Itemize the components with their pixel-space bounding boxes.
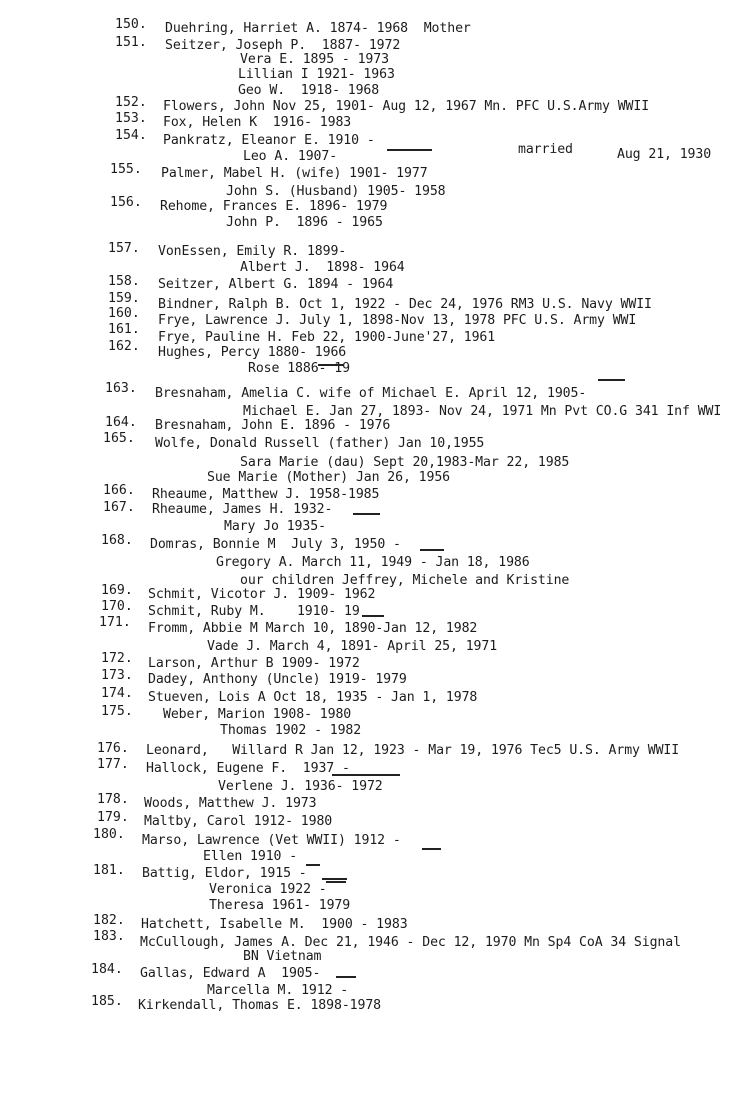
entry-line: Rheaume, James H. 1932- <box>152 502 333 517</box>
entry-number: 152. <box>115 95 147 110</box>
entry-number: 173. <box>101 668 133 683</box>
entry-number: 175. <box>101 704 133 719</box>
entry-number: 177. <box>97 757 129 772</box>
entry-number: 172. <box>101 651 133 666</box>
entry-line: Theresa 1961- 1979 <box>209 898 351 913</box>
entry-line: Hughes, Percy 1880- 1966 <box>158 345 347 360</box>
entry-line: Albert J. 1898- 1964 <box>240 260 405 275</box>
entry-line: Flowers, John Nov 25, 1901- Aug 12, 1967 Mn. PFC U.S.Army WWII <box>163 99 650 114</box>
entry-line: Mary Jo 1935- <box>224 519 326 534</box>
entry-line: Fromm, Abbie M March 10, 1890-Jan 12, 1982 <box>148 621 478 636</box>
entry-line: Leo A. 1907- <box>243 149 338 164</box>
entry-number: 151. <box>115 35 147 50</box>
entry-line: Schmit, Ruby M. 1910- 19 <box>148 604 360 619</box>
entry-line: John S. (Husband) 1905- 1958 <box>226 184 446 199</box>
entry-line: Fox, Helen K 1916- 1983 <box>163 115 352 130</box>
entry-number: 156. <box>110 195 142 210</box>
entry-number: 171. <box>99 615 131 630</box>
entry-number: 167. <box>103 500 135 515</box>
entry-line: Wolfe, Donald Russell (father) Jan 10,1955 <box>155 436 485 451</box>
entry-number: 180. <box>93 827 125 842</box>
entry-line: Lillian I 1921- 1963 <box>238 67 395 82</box>
entry-line: Geo W. 1918- 1968 <box>238 83 380 98</box>
entry-line: Gallas, Edward A 1905- <box>140 966 321 981</box>
married-label: married <box>518 142 573 157</box>
entry-line: Battig, Eldor, 1915 - <box>142 866 307 881</box>
entry-number: 179. <box>97 810 129 825</box>
entry-line: Leonard, Willard R Jan 12, 1923 - Mar 19, 1976 Tec5 U.S. Army WWII <box>146 743 680 758</box>
entry-number: 150. <box>115 17 147 32</box>
entry-line: Bresnaham, John E. 1896 - 1976 <box>155 418 391 433</box>
entry-line: Frye, Pauline H. Feb 22, 1900-June'27, 1961 <box>158 330 496 345</box>
entry-number: 157. <box>108 241 140 256</box>
entry-line: VonEssen, Emily R. 1899- <box>158 244 347 259</box>
entry-number: 168. <box>101 533 133 548</box>
entry-number: 158. <box>108 274 140 289</box>
entry-line: Vera E. 1895 - 1973 <box>240 52 389 67</box>
entry-number: 164. <box>105 415 137 430</box>
entry-number: 165. <box>103 431 135 446</box>
entry-line: Palmer, Mabel H. (wife) 1901- 1977 <box>161 166 428 181</box>
entry-number: 161. <box>108 322 140 337</box>
entry-line: McCullough, James A. Dec 21, 1946 - Dec 12, 1970 Mn Sp4 CoA 34 Signal <box>140 935 681 950</box>
entry-line: Kirkendall, Thomas E. 1898-1978 <box>138 998 382 1013</box>
married-date: Aug 21, 1930 <box>617 147 712 162</box>
entry-line: Thomas 1902 - 1982 <box>220 723 362 738</box>
entry-line: Bindner, Ralph B. Oct 1, 1922 - Dec 24, 1976 RM3 U.S. Navy WWII <box>158 297 652 312</box>
entry-line: Seitzer, Albert G. 1894 - 1964 <box>158 277 394 292</box>
entry-line: Rheaume, Matthew J. 1958-1985 <box>152 487 380 502</box>
entry-line: Domras, Bonnie M July 3, 1950 - <box>150 537 401 552</box>
entry-line: Maltby, Carol 1912- 1980 <box>144 814 333 829</box>
entry-line: our children Jeffrey, Michele and Kristine <box>240 573 570 588</box>
entry-line: Veronica 1922 - <box>209 882 327 897</box>
entry-number: 154. <box>115 128 147 143</box>
entry-number: 183. <box>93 929 125 944</box>
entry-line: Vade J. March 4, 1891- April 25, 1971 <box>207 639 498 654</box>
entry-number: 163. <box>105 381 137 396</box>
entry-line: Larson, Arthur B 1909- 1972 <box>148 656 360 671</box>
entry-line: Marso, Lawrence (Vet WWII) 1912 - <box>142 833 401 848</box>
entry-number: 170. <box>101 599 133 614</box>
entry-line: Seitzer, Joseph P. 1887- 1972 <box>165 38 401 53</box>
entry-line: John P. 1896 - 1965 <box>226 215 383 230</box>
entry-line: Bresnaham, Amelia C. wife of Michael E. April 12, 1905- <box>155 386 587 401</box>
entry-line: Dadey, Anthony (Uncle) 1919- 1979 <box>148 672 407 687</box>
entry-number: 182. <box>93 913 125 928</box>
entry-line: BN Vietnam <box>243 949 322 964</box>
entry-number: 184. <box>91 962 123 977</box>
entry-line: Schmit, Vicotor J. 1909- 1962 <box>148 587 376 602</box>
entry-number: 159. <box>108 291 140 306</box>
entry-line: Frye, Lawrence J. July 1, 1898-Nov 13, 1978 PFC U.S. Army WWI <box>158 313 637 328</box>
entry-number: 169. <box>101 583 133 598</box>
entry-number: 181. <box>93 863 125 878</box>
entry-line: Marcella M. 1912 - <box>207 983 349 998</box>
entry-line: Sue Marie (Mother) Jan 26, 1956 <box>207 470 451 485</box>
entry-number: 185. <box>91 994 123 1009</box>
entry-line: Michael E. Jan 27, 1893- Nov 24, 1971 Mn Pvt CO.G 341 Inf WWI <box>243 404 722 419</box>
entry-line: Pankratz, Eleanor E. 1910 - <box>163 133 375 148</box>
entry-line: Hallock, Eugene F. 1937 - <box>146 761 350 776</box>
entry-line: Verlene J. 1936- 1972 <box>218 779 383 794</box>
entry-line: Hatchett, Isabelle M. 1900 - 1983 <box>141 917 408 932</box>
entry-line: Ellen 1910 - <box>203 849 298 864</box>
entry-line: Duehring, Harriet A. 1874- 1968 Mother <box>165 21 471 36</box>
entry-number: 153. <box>115 111 147 126</box>
entry-line: Gregory A. March 11, 1949 - Jan 18, 1986 <box>216 555 530 570</box>
entry-line: Woods, Matthew J. 1973 <box>144 796 317 811</box>
entry-line: Stueven, Lois A Oct 18, 1935 - Jan 1, 1978 <box>148 690 478 705</box>
entry-line: Weber, Marion 1908- 1980 <box>163 707 352 722</box>
entry-number: 162. <box>108 339 140 354</box>
entry-number: 160. <box>108 306 140 321</box>
entry-line: Rehome, Frances E. 1896- 1979 <box>160 199 388 214</box>
entry-number: 174. <box>101 686 133 701</box>
entry-line: Sara Marie (dau) Sept 20,1983-Mar 22, 1985 <box>240 455 570 470</box>
entry-number: 178. <box>97 792 129 807</box>
entry-number: 155. <box>110 162 142 177</box>
entry-number: 166. <box>103 483 135 498</box>
entry-number: 176. <box>97 741 129 756</box>
entry-line: Rose 1886- 19 <box>248 361 350 376</box>
